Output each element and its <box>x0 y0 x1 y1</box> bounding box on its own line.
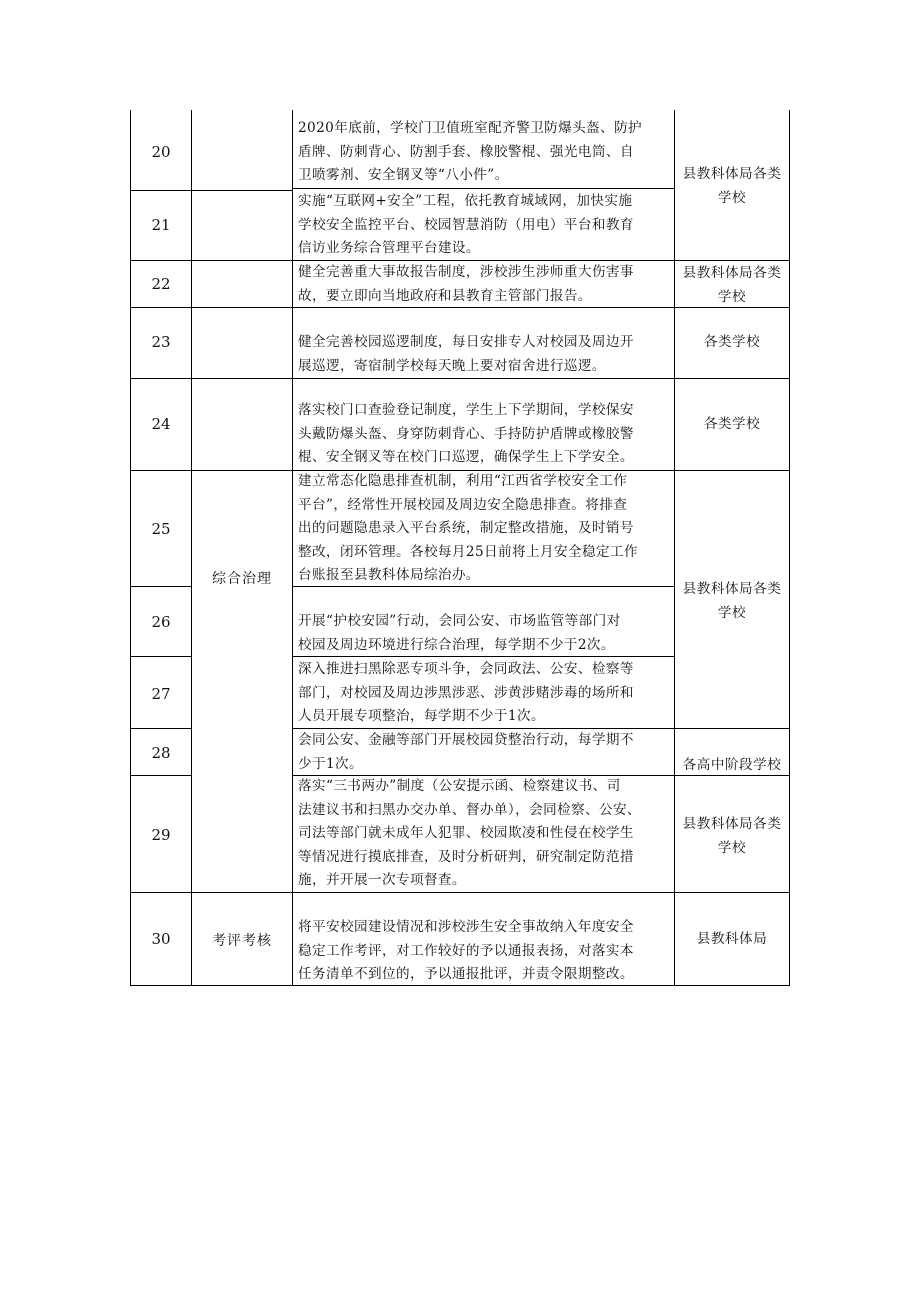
row-line-28-29 <box>130 775 192 776</box>
row-number: 21 <box>151 216 171 234</box>
row-number: 30 <box>151 930 171 948</box>
table-border-right <box>789 110 790 986</box>
task-text: 2020年底前，学校门卫值班室配齐警卫防爆头盔、防护 盾牌、防刺背心、防割手套、橡胶警棍、强光电筒、自 卫喷雾剂、安全钢叉等“八小件”。 <box>298 120 643 183</box>
row-line-20-21-text <box>292 188 674 189</box>
table-col-divider-1 <box>191 110 192 986</box>
row-number: 26 <box>151 613 171 631</box>
row-number: 20 <box>151 143 171 161</box>
row-line-25-26-num <box>130 586 192 587</box>
task-text: 落实“三书两办”制度（公安提示函、检察建议书、司 法建议书和扫黑办交办单、督办单），会同检察、公安、 司法等部门就未成年人犯罪、校园欺凌和性侵在校学生 等情况进行摸底排查，及时分析研判，研究制定防范措 施，并开展一次专项督查。 <box>298 778 642 888</box>
task-text: 深入推进扫黑除恶专项斗争，会同政法、公安、检察等 部门，对校园及周边涉黑涉恶、涉黄涉赌涉毒的场所和 人员开展专项整治，每学期不少于1次。 <box>298 661 634 724</box>
responsible-party: 县教科体局 <box>696 931 768 947</box>
responsible-party: 各类学校 <box>703 416 761 432</box>
responsible-party: 县教科体局各类 学校 <box>682 265 782 305</box>
table-border-left <box>130 110 131 986</box>
responsible-party: 县教科体局各类 学校 <box>682 166 782 206</box>
row-number: 25 <box>151 520 171 538</box>
responsible-party: 县教科体局各类 学校 <box>682 816 782 856</box>
task-text: 将平安校园建设情况和涉校涉生安全事故纳入年度安全 稳定工作考评，对工作较好的予以通报表扬，对落实本 任务清单不到位的，予以通报批评，并责令限期整改。 <box>298 919 634 982</box>
task-text: 落实校门口查验登记制度，学生上下学期间，学校保安 头戴防爆头盔、身穿防刺背心、手持防护盾牌或橡胶警 棍、安全钢叉等在校门口巡逻，确保学生上下学安全。 <box>298 402 634 465</box>
responsible-party: 县教科体局各类 学校 <box>682 581 782 621</box>
task-text: 开展“护校安园”行动，会同公安、市场监管等部门对 校园及周边环境进行综合治理，每学期不少于2次。 <box>298 613 621 653</box>
responsible-party: 各类学校 <box>703 334 761 350</box>
task-text: 建立常态化隐患排查机制，利用“江西省学校安全工作 平台”，经常性开展校园及周边安全隐患排查。将排查 出的问题隐患录入平台系统，制定整改措施，及时销号 整改，闭环管理。各校每月25日前将上月安全稳定工作 台账报至县教科体局综治办。 <box>298 473 638 583</box>
task-text: 会同公安、金融等部门开展校园贷整治行动，每学期不 少于1次。 <box>298 732 634 772</box>
table-col-divider-2 <box>292 110 293 986</box>
row-number: 27 <box>151 685 171 703</box>
row-line-26-27-num <box>130 656 192 657</box>
row-number: 23 <box>151 333 171 351</box>
row-line-20-21 <box>130 190 292 191</box>
row-number: 28 <box>151 744 171 762</box>
task-text: 实施“互联网+安全”工程，依托教育城域网，加快实施 学校安全监控平台、校园智慧消防（用电）平台和教育 信访业务综合管理平台建设。 <box>298 193 634 256</box>
row-line-27-28 <box>130 728 192 729</box>
category-label: 考评考核 <box>212 933 272 949</box>
row-number: 29 <box>151 826 171 844</box>
row-number: 24 <box>151 415 171 433</box>
row-number: 22 <box>151 275 171 293</box>
responsible-party: 各高中阶段学校 <box>682 757 782 773</box>
category-label: 综合治理 <box>212 571 272 587</box>
task-text: 健全完善校园巡逻制度，每日安排专人对校园及周边开 展巡逻，寄宿制学校每天晚上要对宿舍进行巡逻。 <box>298 334 634 374</box>
task-text: 健全完善重大事故报告制度，涉校涉生涉师重大伤害事 故，要立即向当地政府和县教育主管部门报告。 <box>298 264 634 304</box>
row-line-23-24 <box>130 378 790 379</box>
